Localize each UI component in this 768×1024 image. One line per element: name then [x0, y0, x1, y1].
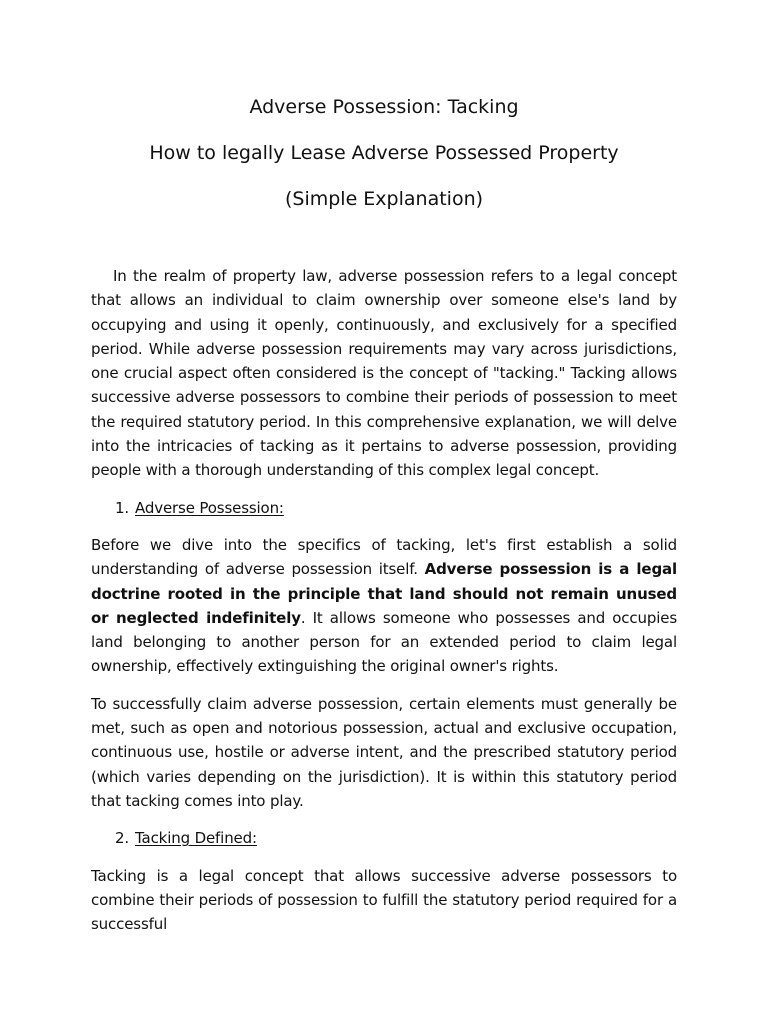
section-title: Adverse Possession:: [135, 498, 284, 517]
document-title: Adverse Possession: Tacking: [249, 96, 519, 118]
document-body: [91, 264, 677, 949]
adverse-possession-paragraph-1: [91, 533, 677, 679]
section-number: 1.: [115, 498, 130, 517]
tacking-defined-paragraph-1: Tacking is a legal concept that allows successive adverse possessors to combine their periods of possession to fulfill the statutory period required for a successful: [91, 866, 677, 934]
section-title: Tacking Defined:: [135, 829, 257, 848]
intro-paragraph: In the realm of property law, adverse possession refers to a legal concept that allows an individual to claim ownership over someone else's land by occupying and using it openly, continuously, and exclusively for a specified period. While adverse possession requirements may vary across jurisdictions, one crucial aspect often considered is the concept of "tacking." Tacking allows successive adverse possessors to combine their periods of possession to meet the required statutory period. In this comprehensive explanation, we will delve into the intricacies of tacking as it pertains to adverse possession, providing people with a thorough understanding of this complex legal concept.: [91, 267, 677, 480]
section-heading-adverse-possession: [91, 496, 677, 520]
document-subtitle-note: (Simple Explanation): [284, 188, 484, 210]
emphasized-text: Adverse possession is a legal doctrine rooted in the principle that land should not remain unused or neglected indefinitely: [91, 560, 677, 627]
document-subtitle: How to legally Lease Adverse Possessed Property: [149, 142, 619, 164]
paragraph-text: . It allows someone who possesses and occupies land belonging to another person for an extended period to claim legal ownership, effectively extinguishing the original owner's rights.: [91, 608, 677, 676]
section-number: 2.: [115, 829, 130, 848]
title-block: [0, 92, 768, 230]
paragraph-text: Before we dive into the specifics of tacking, let's first establish a solid understanding of adverse possession itself.: [91, 535, 677, 579]
adverse-possession-paragraph-2: To successfully claim adverse possession, certain elements must generally be met, such as open and notorious possession, actual and exclusive occupation, continuous use, hostile or adverse intent, and the prescribed statutory period (which varies depending on the jurisdiction). It is within this statutory period that tacking comes into play.: [91, 694, 677, 810]
section-heading-tacking-defined: [91, 826, 677, 850]
